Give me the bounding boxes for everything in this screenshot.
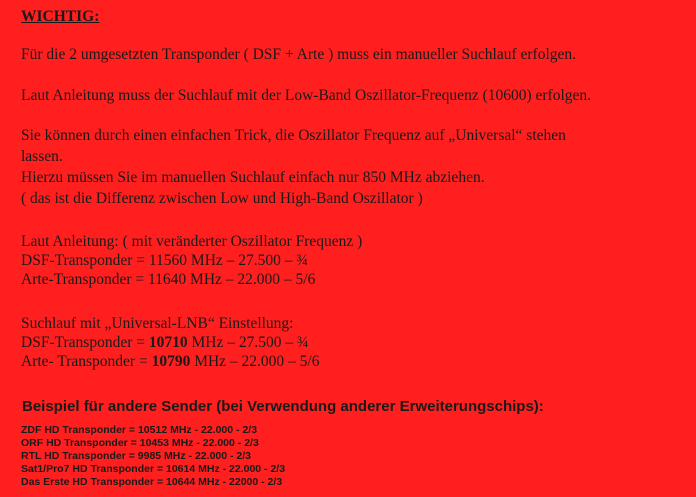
paragraph-manual-search: Für die 2 umgesetzten Transponder ( DSF + Arte ) muss ein manueller Suchlauf erfolgen.: [21, 46, 577, 63]
paragraph-trick-line3: Hierzu müssen Sie im manuellen Suchlauf einfach nur 850 MHz abziehen.: [21, 169, 485, 186]
example-item-orf: ORF HD Transponder = 10453 MHz - 22.000 - 2/3: [21, 437, 259, 449]
example-item-das-erste: Das Erste HD Transponder = 10644 MHz - 22000 - 2/3: [21, 476, 283, 488]
paragraph-trick-line2: lassen.: [21, 148, 63, 165]
laut-dsf-transponder: DSF-Transponder = 11560 MHz – 27.500 – ¾: [21, 252, 309, 269]
example-item-rtl: RTL HD Transponder = 9985 MHz - 22.000 - 2/3: [21, 450, 252, 462]
universal-arte-transponder: [21, 352, 320, 371]
paragraph-trick-line1: Sie können durch einen einfachen Trick, die Oszillator Frequenz auf „Universal“ stehen: [21, 127, 566, 144]
laut-arte-transponder: Arte-Transponder = 11640 MHz – 22.000 – 5/6: [21, 271, 316, 288]
paragraph-trick-line4: ( das ist die Differenz zwischen Low und High-Band Oszillator ): [21, 190, 423, 207]
universal-dsf-prefix: DSF-Transponder =: [21, 334, 149, 351]
example-item-zdf: ZDF HD Transponder = 10512 MHz - 22.000 - 2/3: [21, 424, 258, 436]
universal-arte-prefix: Arte- Transponder =: [21, 353, 152, 370]
universal-arte-suffix: MHz – 22.000 – 5/6: [190, 353, 320, 370]
paragraph-low-band: Laut Anleitung muss der Suchlauf mit der Low-Band Oszillator-Frequenz (10600) erfolgen.: [21, 87, 592, 104]
universal-dsf-transponder: [21, 333, 309, 352]
universal-lnb-title: Suchlauf mit „Universal-LNB“ Einstellung:: [21, 315, 294, 332]
warning-heading: WICHTIG:: [21, 8, 100, 25]
universal-dsf-suffix: MHz – 27.500 – ¾: [187, 334, 309, 351]
universal-dsf-frequency: 10710: [148, 334, 188, 351]
examples-title: Beispiel für andere Sender (bei Verwendung anderer Erweiterungschips):: [22, 398, 544, 415]
laut-anleitung-title: Laut Anleitung: ( mit veränderter Oszillator Frequenz ): [21, 233, 363, 250]
example-item-sat1-pro7: Sat1/Pro7 HD Transponder = 10614 MHz - 22.000 - 2/3: [21, 463, 286, 475]
universal-arte-frequency: 10790: [151, 353, 191, 370]
